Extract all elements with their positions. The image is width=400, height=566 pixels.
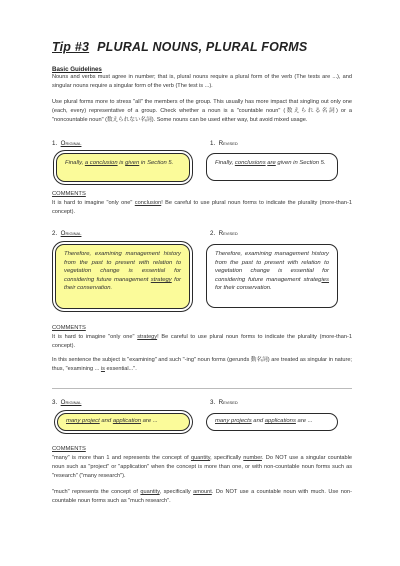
ex3-c2-c: . Do NOT use a countable noun with much. Use non-countable noun forms such as "much research".: [52, 489, 352, 504]
ex2-note-a: In this sentence the subject is "examining" and such "-ing" noun forms (gerunds 動名詞) are treated as singular in nature; thus, "examining ...: [52, 357, 352, 372]
ex1-comment-underline: conclusion: [134, 200, 162, 206]
ex1-rev-part-c: given in Section 5.: [275, 160, 326, 166]
ex2-comments-heading: COMMENTS: [52, 325, 86, 331]
ex2-orig-part-b: for their conservation.: [64, 276, 182, 292]
ex2-comment-underline: strategy: [137, 334, 158, 340]
ex3-revised-box: [206, 413, 338, 431]
ex3-revised-num: 3.: [210, 399, 216, 406]
ex2-original-label: [52, 230, 81, 237]
tip-number: Tip #3: [52, 40, 90, 54]
ex2-orig-underline: strategy: [150, 276, 172, 283]
ex1-comment-b: ! Be careful to use plural noun forms to indicate the plurality (more-than-1 concept).: [52, 200, 352, 215]
ex1-original-box: [56, 153, 190, 182]
section-divider: [52, 388, 352, 389]
ex3-comment-many: [52, 454, 352, 480]
ex1-rev-underline-1: conclusions: [234, 160, 266, 166]
ex1-rev-part-a: Finally,: [215, 160, 235, 166]
ex1-orig-underline-2: given: [125, 160, 140, 166]
ex3-revised-label: [210, 399, 238, 406]
ex3-comments-heading: COMMENTS: [52, 446, 86, 452]
ex1-original-label: [52, 140, 81, 147]
ex3-revised-text: Revised: [218, 399, 238, 406]
ex1-orig-underline-1: a conclusion: [84, 160, 118, 166]
ex1-original-text: Original: [60, 140, 82, 147]
ex2-rev-part-a: Therefore, examining management history from the past to present with relation to vegetation change is essential for considering future management strateg: [215, 251, 329, 283]
ex2-revised-sentence: [215, 250, 329, 293]
ex3-revised-sentence: [215, 417, 329, 426]
ex1-revised-box: [206, 153, 338, 181]
title-text: PLURAL NOUNS, PLURAL FORMS: [97, 40, 308, 54]
page-title: [52, 40, 307, 54]
ex3-rev-underline-1: many projects: [215, 418, 252, 424]
ex2-revised-text: Revised: [218, 230, 238, 237]
ex2-orig-part-a: Therefore, examining management history from the past to present with relation to vegetation change is essential for considering future management: [64, 251, 181, 283]
ex1-original-num: 1.: [52, 140, 58, 147]
ex3-original-sentence: [66, 417, 181, 426]
ex1-original-sentence: [65, 159, 181, 168]
ex3-orig-underline-2: application: [112, 418, 142, 424]
ex2-comment-b: ! Be careful to use plural noun forms to indicate the plurality (more-than-1 concept).: [52, 334, 352, 349]
ex1-revised-sentence: [215, 159, 329, 168]
ex2-original-text: Original: [60, 230, 82, 237]
ex1-rev-underline-2: are: [267, 160, 276, 166]
ex2-original-sentence: [64, 250, 181, 293]
ex2-revised-box: [206, 244, 338, 308]
ex2-original-num: 2.: [52, 230, 58, 237]
basic-guidelines-heading: Basic Guidelines: [52, 66, 102, 73]
ex3-c2-underline-2: amount: [193, 489, 212, 495]
ex3-c1-a: "many" is more than 1 and represents the concept of: [52, 455, 191, 461]
ex3-c1-c: . Do NOT use a singular countable noun such as "project" or "application" when the concept is more than one, or with non-countable noun forms such as "research" ("many research").: [52, 455, 352, 479]
ex1-revised-num: 1.: [210, 140, 216, 147]
ex3-orig-part-a: and: [99, 418, 113, 424]
ex3-orig-part-b: are ...: [141, 418, 158, 424]
ex3-rev-part-b: are ...: [295, 418, 313, 424]
ex2-comment: [52, 333, 352, 351]
ex3-comment-much: [52, 488, 352, 506]
ex2-revised-label: [210, 230, 238, 237]
ex2-rev-part-b: for their conservation.: [215, 285, 272, 292]
ex3-original-num: 3.: [52, 399, 58, 406]
ex3-c1-underline-2: number: [243, 455, 262, 461]
ex1-comments-heading: COMMENTS: [52, 191, 86, 197]
ex3-rev-underline-2: applications: [264, 418, 296, 424]
ex3-rev-part-a: and: [251, 418, 265, 424]
ex1-comment: [52, 199, 352, 217]
ex2-original-box: [55, 244, 190, 309]
ex1-orig-part-c: in Section 5.: [139, 160, 174, 166]
ex3-original-box: [57, 413, 190, 431]
ex1-orig-part-b: is: [117, 160, 126, 166]
basic-paragraph-2: Use plural forms more to stress "all" the members of the group. This usually has more impact that singling out only one (each, every) representative of a group. Check whether a noun is a "countable noun" (数えられる名詞) or a "noncountable noun" (数えられない名詞). Some nouns can be used either way, but avoid mixed usage.: [52, 99, 352, 123]
ex1-orig-part-a: Finally,: [65, 160, 85, 166]
ex3-c1-b: , specifically: [210, 455, 244, 461]
ex1-comment-a: It is hard to imagine "only one": [52, 200, 135, 206]
basic-paragraph-1: Nouns and verbs must agree in number; that is, plural nouns require a plural form of the verb (The tests are ...), and singular nouns require a singular form of the verb (The test is ...).: [52, 74, 352, 89]
ex2-rev-underline: ies: [321, 276, 329, 283]
ex3-c2-a: "much" represents the concept of: [52, 489, 141, 495]
ex3-original-label: [52, 399, 81, 406]
ex3-orig-underline-1: many project: [66, 418, 100, 424]
ex2-note-b: essential...".: [104, 365, 137, 372]
ex2-comment-a: It is hard to imagine "only one": [52, 334, 138, 340]
ex1-revised-label: [210, 140, 238, 147]
ex3-c2-underline-1: quantity: [140, 489, 160, 495]
ex1-revised-text: Revised: [218, 140, 238, 147]
ex2-revised-num: 2.: [210, 230, 216, 237]
ex3-c2-b: , specifically: [159, 489, 194, 495]
ex3-original-text: Original: [60, 399, 82, 406]
ex2-note-underline: is: [100, 365, 105, 372]
ex3-c1-underline-1: quantity: [190, 455, 211, 461]
ex2-note: [52, 356, 352, 374]
